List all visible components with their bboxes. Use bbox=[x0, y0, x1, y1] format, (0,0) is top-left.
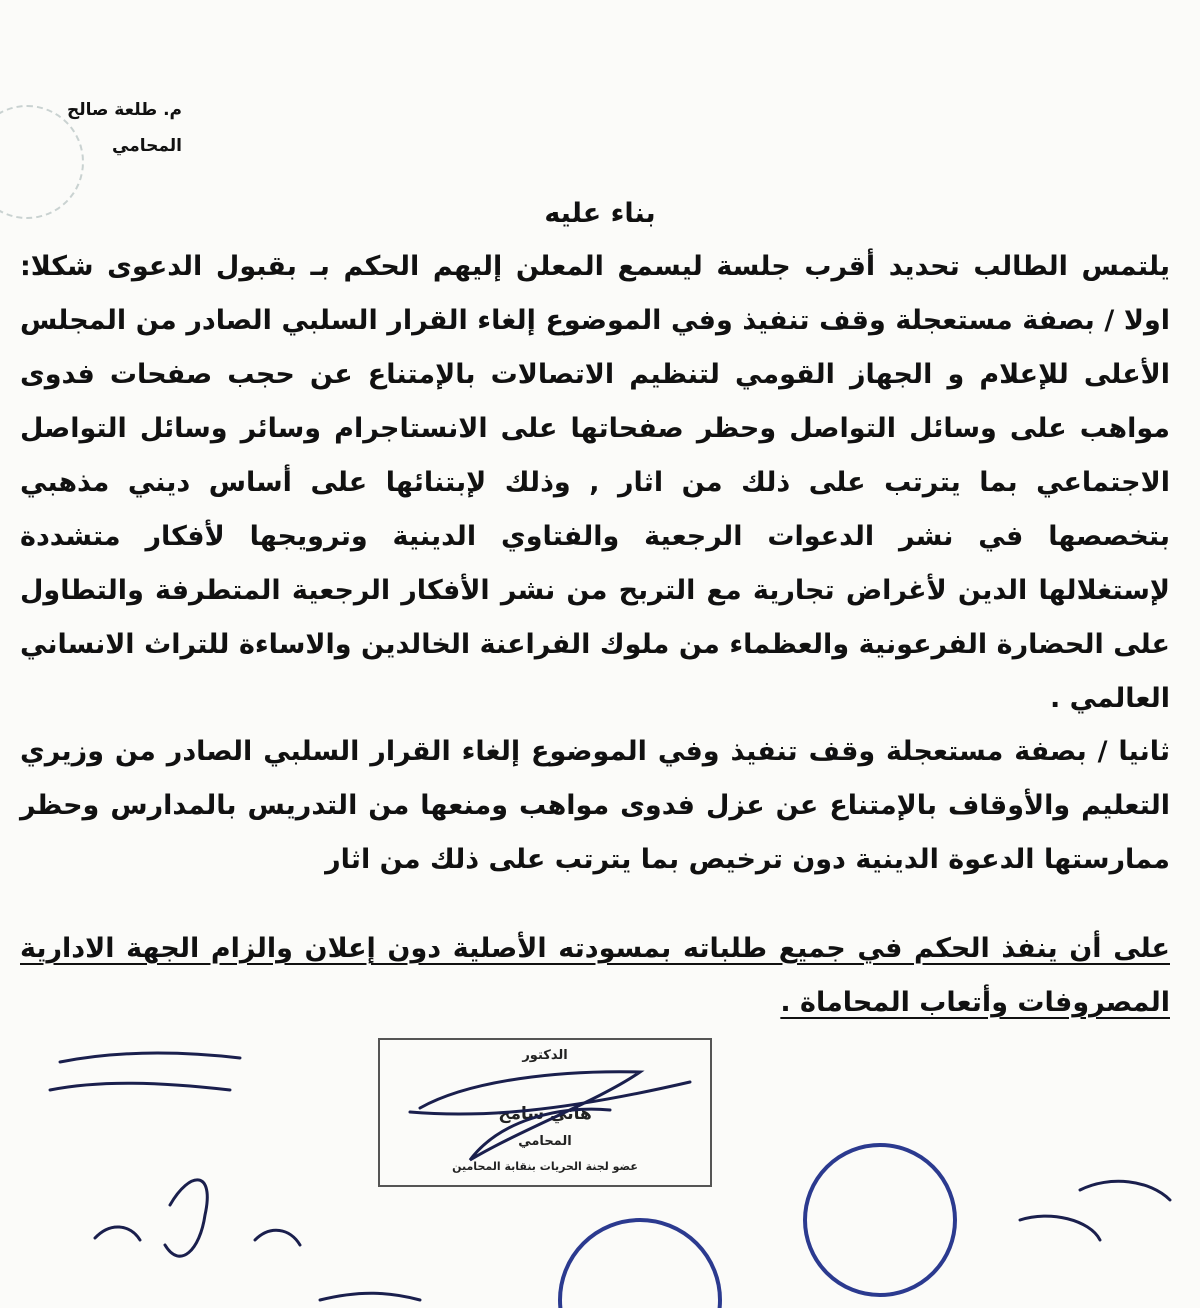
stamp-role: المحامي bbox=[518, 1134, 572, 1149]
paragraph-enforcement-request: على أن ينفذ الحكم في جميع طلباته بمسودته الأصلية دون إعلان والزام الجهة الادارية المصروفات وأتعاب المحاماة . bbox=[20, 933, 1170, 1018]
signature-left-3 bbox=[95, 1227, 300, 1245]
seal-stamp-right bbox=[805, 1145, 955, 1295]
sender-title: المحامي bbox=[112, 136, 182, 156]
signature-right bbox=[1020, 1181, 1170, 1240]
lawyer-stamp bbox=[378, 1038, 712, 1187]
seal-stamp-bottom bbox=[560, 1220, 720, 1308]
stamp-membership: عضو لجنة الحريات بنقابة المحامين bbox=[452, 1160, 638, 1173]
paragraph-first-request: يلتمس الطالب تحديد أقرب جلسة ليسمع المعلن إليهم الحكم بـ بقبول الدعوى شكلا: اولا / بصفة مستعجلة وقف تنفيذ وفي الموضوع إلغاء القرار السلبي الصادر من المجلس الأعلى للإعلام و الجهاز القومي لتنظيم الاتصالات بالإمتناع عن حجب صفحات فدوى مواهب على وسائل التواصل وحظر صفحاتها على الانستاجرام وسائر وسائل التواصل الاجتماعي بما يترتب على ذلك من اثار , وذلك لإبتنائها على أساس ديني مذهبي بتخصصها في نشر الدعوات الرجعية والفتاوي الدينية وترويجها لأفكار متشددة لإستغلالها الدين لأغراض تجارية مع التربح من نشر الأفكار الرجعية المتطرفة والتطاول على الحضارة الفرعونية والعظماء من ملوك الفراعنة الخالدين والاساءة للتراث الانساني العالمي . bbox=[20, 251, 1170, 714]
sender-name: م. طلعة صالح bbox=[66, 100, 182, 120]
signature-bottom bbox=[320, 1293, 420, 1300]
sender-header bbox=[52, 92, 182, 164]
signature-left-1 bbox=[50, 1053, 240, 1090]
stamp-name: هاني سامح bbox=[498, 1104, 592, 1124]
signature-left-2 bbox=[165, 1180, 207, 1256]
page-title: بناء عليه bbox=[544, 198, 656, 229]
stamp-title: الدكتور bbox=[522, 1048, 568, 1063]
paragraph-second-request: ثانيا / بصفة مستعجلة وقف تنفيذ وفي الموضوع إلغاء القرار السلبي الصادر من وزيري التعليم والأوقاف بالإمتناع عن عزل فدوى مواهب ومنعها من التدريس بالمدارس وحظر ممارستها الدعوة الدينية دون ترخيص بما يترتب على ذلك من اثار bbox=[20, 736, 1170, 875]
